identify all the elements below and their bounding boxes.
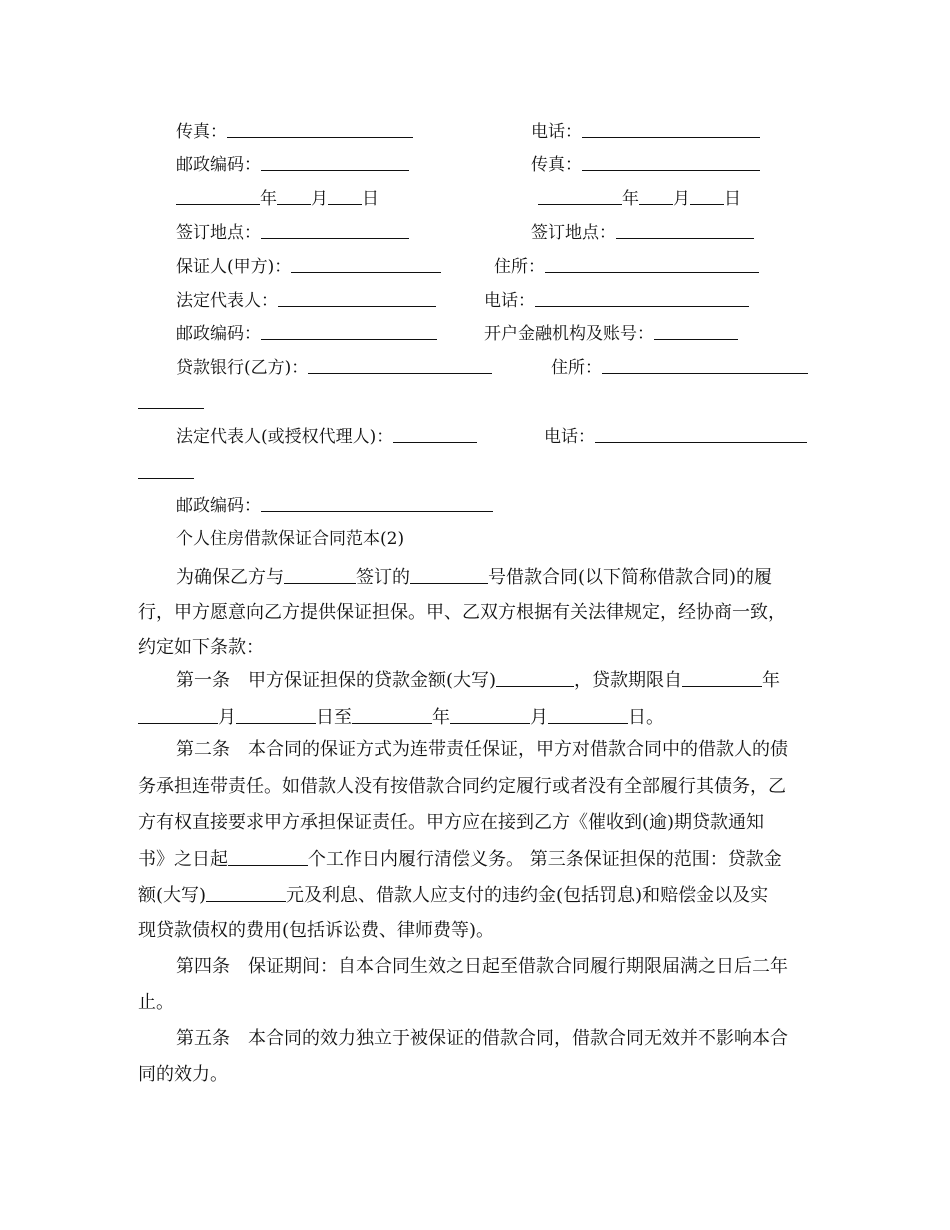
start-day-blank [236, 706, 316, 724]
article-2-line-3: 方有权直接要求甲方承担保证责任。甲方应在接到乙方《催收到(逾)期贷款通知 [138, 812, 765, 833]
bank-account-label: 开户金融机构及账号： [484, 324, 654, 344]
party-b-fax-field [531, 153, 760, 176]
day-blank [690, 187, 724, 205]
sign-place-label: 签订地点： [176, 223, 261, 243]
guarantor-label: 保证人(甲方)： [176, 257, 292, 277]
lender-address-field [551, 356, 808, 379]
bank-label: 贷款银行(乙方)： [176, 358, 309, 378]
article-5-line-1: 第五条 本合同的效力独立于被保证的借款合同，借款合同无效并不影响本合 [176, 1028, 788, 1049]
postal-blank [261, 322, 437, 340]
year-label: 年 [622, 189, 639, 209]
phone-blank [535, 289, 749, 307]
guarantor-bank-account-field [484, 322, 738, 345]
phone-blank [582, 120, 760, 138]
start-month-blank [138, 706, 218, 724]
start-year-blank [682, 669, 762, 687]
phone-blank [595, 425, 807, 443]
legal-rep-auth-label: 法定代表人(或授权代理人)： [176, 427, 394, 447]
fax-blank [582, 153, 760, 171]
address-blank-continued [138, 408, 204, 409]
lender-bank-field [176, 356, 492, 379]
guarantee-amount-blank [206, 884, 286, 902]
end-day-blank [548, 706, 628, 724]
sign-place-blank [616, 221, 754, 239]
article-2-line-6: 现贷款债权的费用(包括诉讼费、律师费等)。 [138, 920, 495, 941]
guarantor-legal-rep-field [176, 289, 436, 312]
article-4-line-1: 第四条 保证期间：自本合同生效之日起至借款合同履行期限届满之日后二年 [176, 956, 788, 977]
end-year-blank [352, 706, 432, 724]
bank-blank [308, 356, 492, 374]
address-label: 住所： [551, 358, 602, 378]
party-a-fax-field [176, 120, 413, 143]
day-label: 日 [724, 189, 741, 209]
year-label: 年 [260, 189, 277, 209]
guarantor-phone-field [484, 289, 749, 312]
guarantor-address-field [494, 255, 759, 278]
address-label: 住所： [494, 257, 545, 277]
address-blank [545, 255, 759, 273]
article-5-line-2: 同的效力。 [138, 1064, 228, 1085]
year-blank [176, 187, 260, 205]
legal-rep-label: 法定代表人： [176, 291, 278, 311]
article-1-line-1: 第一条 甲方保证担保的贷款金额(大写) ，贷款期限自 年 [176, 670, 781, 691]
fax-blank [227, 120, 413, 138]
party-b-phone-field [531, 120, 760, 143]
legal-rep-blank [278, 289, 436, 307]
lender-postal-field [176, 494, 493, 517]
contract-title: 个人住房借款保证合同范本(2) [176, 529, 405, 549]
month-blank [277, 187, 311, 205]
party-a-date-field [176, 187, 379, 210]
phone-label: 电话： [531, 122, 582, 142]
postal-label: 邮政编码： [176, 155, 261, 175]
party-b-date-field [538, 187, 741, 210]
legal-rep-blank [393, 425, 477, 443]
lender-phone-field [544, 425, 807, 448]
amount-blank [496, 669, 574, 687]
guarantor-postal-field [176, 322, 437, 345]
party-b-sign-place-field [531, 221, 754, 244]
postal-label: 邮政编码： [176, 496, 261, 516]
postal-blank [261, 153, 409, 171]
month-label: 月 [673, 189, 690, 209]
bank-account-blank [654, 322, 738, 340]
borrower-blank [284, 566, 356, 584]
fax-label: 传真： [176, 122, 227, 142]
phone-label: 电话： [544, 427, 595, 447]
address-blank [602, 356, 808, 374]
contract-no-blank [410, 566, 488, 584]
phone-label: 电话： [484, 291, 535, 311]
article-1-line-2: 月 日至 年 月 日。 [138, 706, 664, 729]
day-blank [328, 187, 362, 205]
sign-place-blank [261, 221, 409, 239]
month-blank [639, 187, 673, 205]
intro-line-1: 为确保乙方与 签订的 号借款合同(以下简称借款合同)的履 [176, 567, 773, 588]
article-2-line-4: 书》之日起 个工作日内履行清偿义务。 第三条保证担保的范围：贷款金 [138, 849, 782, 870]
article-2-line-2: 务承担连带责任。如借款人没有按借款合同约定履行或者没有全部履行其债务，乙 [138, 776, 786, 797]
sign-place-label: 签订地点： [531, 223, 616, 243]
postal-blank [261, 494, 493, 512]
phone-blank-continued [138, 478, 194, 479]
lender-legal-rep-field [176, 425, 477, 448]
article-4-line-2: 止。 [138, 992, 174, 1013]
party-a-sign-place-field [176, 221, 409, 244]
article-2-line-1: 第二条 本合同的保证方式为连带责任保证，甲方对借款合同中的借款人的债 [176, 739, 788, 760]
day-label: 日 [362, 189, 379, 209]
party-a-postal-field [176, 153, 409, 176]
month-label: 月 [311, 189, 328, 209]
article-2-line-5: 额(大写) 元及利息、借款人应支付的违约金(包括罚息)和赔偿金以及实 [138, 885, 769, 906]
postal-label: 邮政编码： [176, 324, 261, 344]
workdays-blank [228, 848, 308, 866]
guarantor-field [176, 255, 441, 278]
intro-line-2: 行，甲方愿意向乙方提供保证担保。甲、乙双方根据有关法律规定，经协商一致， [138, 602, 786, 623]
intro-line-3: 约定如下条款： [138, 637, 264, 658]
year-blank [538, 187, 622, 205]
end-month-blank [450, 706, 530, 724]
guarantor-blank [291, 255, 441, 273]
fax-label: 传真： [531, 155, 582, 175]
